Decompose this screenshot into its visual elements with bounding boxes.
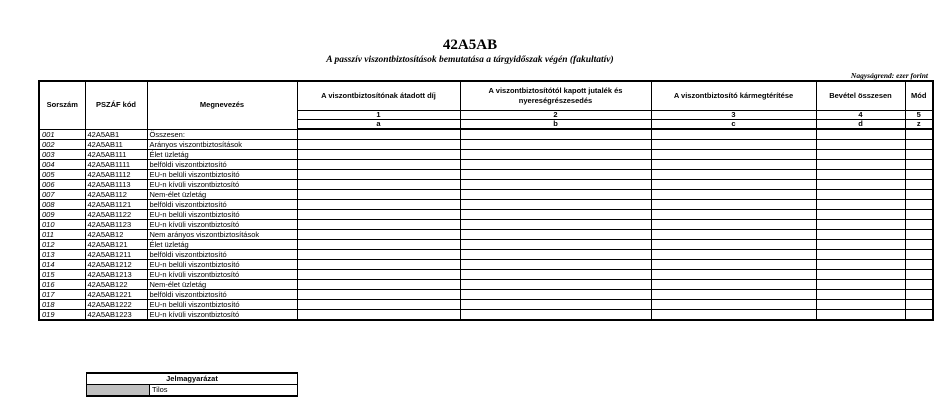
row-number: 009 <box>39 210 85 220</box>
row-number: 014 <box>39 260 85 270</box>
cell-col2[interactable] <box>460 280 651 290</box>
cell-col5[interactable] <box>905 150 933 160</box>
cell-col4[interactable] <box>816 310 905 321</box>
cell-col1[interactable] <box>297 160 460 170</box>
table-row <box>39 200 933 210</box>
cell-col5[interactable] <box>905 140 933 150</box>
row-number: 016 <box>39 280 85 290</box>
cell-col4[interactable] <box>816 290 905 300</box>
table-body <box>39 129 933 320</box>
header-letter-a: a <box>297 120 460 130</box>
legend-label-forbidden: Tilos <box>150 385 298 397</box>
row-pszaf-code: 42A5AB1111 <box>85 160 147 170</box>
table-row <box>39 250 933 260</box>
cell-col3[interactable] <box>651 180 816 190</box>
cell-col3[interactable] <box>651 310 816 321</box>
row-number: 019 <box>39 310 85 321</box>
cell-col5[interactable] <box>905 290 933 300</box>
header-num-2: 2 <box>460 111 651 120</box>
header-num-5: 5 <box>905 111 933 120</box>
cell-col5[interactable] <box>905 230 933 240</box>
cell-col4[interactable] <box>816 190 905 200</box>
cell-col3[interactable] <box>651 150 816 160</box>
cell-col3[interactable] <box>651 210 816 220</box>
cell-col3[interactable] <box>651 300 816 310</box>
row-number: 004 <box>39 160 85 170</box>
row-pszaf-code: 42A5AB1211 <box>85 250 147 260</box>
row-pszaf-code: 42A5AB1112 <box>85 170 147 180</box>
cell-col2[interactable] <box>460 160 651 170</box>
cell-col1[interactable] <box>297 290 460 300</box>
cell-col1[interactable] <box>297 210 460 220</box>
cell-col2[interactable] <box>460 240 651 250</box>
header-col5: Mód <box>905 81 933 111</box>
row-number: 010 <box>39 220 85 230</box>
cell-col2[interactable] <box>460 129 651 140</box>
row-pszaf-code: 42A5AB1122 <box>85 210 147 220</box>
table-row <box>39 310 933 321</box>
row-name: belföldi viszontbiztosító <box>147 250 297 260</box>
cell-col4[interactable] <box>816 240 905 250</box>
cell-col5[interactable] <box>905 280 933 290</box>
row-name: Élet üzletág <box>147 150 297 160</box>
row-pszaf-code: 42A5AB11 <box>85 140 147 150</box>
cell-col5[interactable] <box>905 129 933 140</box>
cell-col3[interactable] <box>651 290 816 300</box>
cell-col5[interactable] <box>905 310 933 321</box>
table-row <box>39 230 933 240</box>
row-number: 006 <box>39 180 85 190</box>
row-name: Nem-élet üzletág <box>147 190 297 200</box>
row-pszaf-code: 42A5AB112 <box>85 190 147 200</box>
cell-col4[interactable] <box>816 160 905 170</box>
cell-col5[interactable] <box>905 240 933 250</box>
cell-col5[interactable] <box>905 180 933 190</box>
row-number: 018 <box>39 300 85 310</box>
cell-col5[interactable] <box>905 220 933 230</box>
cell-col4[interactable] <box>816 260 905 270</box>
row-pszaf-code: 42A5AB1223 <box>85 310 147 321</box>
row-number: 008 <box>39 200 85 210</box>
row-pszaf-code: 42A5AB1121 <box>85 200 147 210</box>
row-number: 001 <box>39 129 85 140</box>
cell-col3[interactable] <box>651 260 816 270</box>
row-number: 011 <box>39 230 85 240</box>
row-name: belföldi viszontbiztosító <box>147 200 297 210</box>
header-letter-c: c <box>651 120 816 130</box>
cell-col1[interactable] <box>297 170 460 180</box>
cell-col1[interactable] <box>297 180 460 190</box>
row-name: Nem-élet üzletág <box>147 280 297 290</box>
row-number: 015 <box>39 270 85 280</box>
row-name: Összesen: <box>147 129 297 140</box>
table-row <box>39 260 933 270</box>
header-megnevezes: Megnevezés <box>147 81 297 129</box>
row-pszaf-code: 42A5AB122 <box>85 280 147 290</box>
header-letter-d: d <box>816 120 905 130</box>
cell-col1[interactable] <box>297 230 460 240</box>
cell-col5[interactable] <box>905 270 933 280</box>
row-number: 005 <box>39 170 85 180</box>
cell-col5[interactable] <box>905 210 933 220</box>
cell-col3[interactable] <box>651 160 816 170</box>
cell-col4[interactable] <box>816 200 905 210</box>
report-table <box>38 80 934 321</box>
row-name: Arányos viszontbiztosítások <box>147 140 297 150</box>
cell-col3[interactable] <box>651 270 816 280</box>
header-col4: Bevétel összesen <box>816 81 905 111</box>
cell-col4[interactable] <box>816 150 905 160</box>
row-number: 017 <box>39 290 85 300</box>
header-num-1: 1 <box>297 111 460 120</box>
row-name: EU-n belüli viszontbiztosító <box>147 300 297 310</box>
cell-col1[interactable] <box>297 200 460 210</box>
form-title: 42A5AB <box>442 37 498 53</box>
cell-col2[interactable] <box>460 250 651 260</box>
cell-col4[interactable] <box>816 220 905 230</box>
cell-col2[interactable] <box>460 220 651 230</box>
row-number: 013 <box>39 250 85 260</box>
cell-col3[interactable] <box>651 250 816 260</box>
cell-col1[interactable] <box>297 300 460 310</box>
header-col1: A viszontbiztosítónak átadott díj <box>297 81 460 111</box>
cell-col2[interactable] <box>460 210 651 220</box>
row-number: 003 <box>39 150 85 160</box>
cell-col3[interactable] <box>651 170 816 180</box>
table-row <box>39 280 933 290</box>
row-number: 007 <box>39 190 85 200</box>
row-pszaf-code: 42A5AB1213 <box>85 270 147 280</box>
cell-col5[interactable] <box>905 170 933 180</box>
cell-col1[interactable] <box>297 250 460 260</box>
row-name: EU-n kívüli viszontbiztosító <box>147 310 297 321</box>
cell-col2[interactable] <box>460 180 651 190</box>
cell-col4[interactable] <box>816 210 905 220</box>
cell-col1[interactable] <box>297 260 460 270</box>
cell-col4[interactable] <box>816 280 905 290</box>
cell-col3[interactable] <box>651 140 816 150</box>
header-num-3: 3 <box>651 111 816 120</box>
row-pszaf-code: 42A5AB1113 <box>85 180 147 190</box>
cell-col2[interactable] <box>460 190 651 200</box>
cell-col3[interactable] <box>651 280 816 290</box>
cell-col3[interactable] <box>651 129 816 140</box>
table-row <box>39 160 933 170</box>
form-subtitle: A passzív viszontbiztosítások bemutatása a tárgyidőszak végén (fakultatív) <box>326 55 614 65</box>
table-row <box>39 180 933 190</box>
cell-col4[interactable] <box>816 270 905 280</box>
cell-col1[interactable] <box>297 310 460 321</box>
cell-col5[interactable] <box>905 260 933 270</box>
row-number: 012 <box>39 240 85 250</box>
row-name: EU-n kívüli viszontbiztosító <box>147 180 297 190</box>
table-row <box>39 210 933 220</box>
row-name: Élet üzletág <box>147 240 297 250</box>
cell-col3[interactable] <box>651 230 816 240</box>
row-name: Nem arányos viszontbiztosítások <box>147 230 297 240</box>
row-name: EU-n belüli viszontbiztosító <box>147 170 297 180</box>
row-pszaf-code: 42A5AB1222 <box>85 300 147 310</box>
table-row <box>39 220 933 230</box>
cell-col1[interactable] <box>297 129 460 140</box>
cell-col1[interactable] <box>297 280 460 290</box>
table-row <box>39 129 933 140</box>
cell-col2[interactable] <box>460 200 651 210</box>
cell-col5[interactable] <box>905 190 933 200</box>
cell-col3[interactable] <box>651 200 816 210</box>
table-row <box>39 170 933 180</box>
cell-col2[interactable] <box>460 230 651 240</box>
header-sorszam: Sorszám <box>39 81 85 129</box>
row-pszaf-code: 42A5AB121 <box>85 240 147 250</box>
header-letter-z: z <box>905 120 933 130</box>
cell-col5[interactable] <box>905 300 933 310</box>
row-name: EU-n belüli viszontbiztosító <box>147 210 297 220</box>
legend-title: Jelmagyarázat <box>87 373 298 385</box>
header-pszaf-kod: PSZÁF kód <box>85 81 147 129</box>
cell-col2[interactable] <box>460 270 651 280</box>
table-row <box>39 270 933 280</box>
cell-col4[interactable] <box>816 230 905 240</box>
cell-col3[interactable] <box>651 240 816 250</box>
header-letter-b: b <box>460 120 651 130</box>
cell-col3[interactable] <box>651 190 816 200</box>
header-col2: A viszontbiztosítótól kapott jutalék és nyereségrészesedés <box>460 81 651 111</box>
cell-col1[interactable] <box>297 190 460 200</box>
cell-col4[interactable] <box>816 250 905 260</box>
cell-col2[interactable] <box>460 300 651 310</box>
cell-col2[interactable] <box>460 310 651 321</box>
table-row <box>39 300 933 310</box>
legend-swatch-forbidden <box>87 385 150 397</box>
row-name: belföldi viszontbiztosító <box>147 160 297 170</box>
legend-table <box>86 372 298 397</box>
table-row <box>39 240 933 250</box>
cell-col2[interactable] <box>460 260 651 270</box>
row-pszaf-code: 42A5AB1123 <box>85 220 147 230</box>
table-row <box>39 150 933 160</box>
cell-col4[interactable] <box>816 129 905 140</box>
cell-col3[interactable] <box>651 220 816 230</box>
unit-note: Nagyságrend: ezer forint <box>850 71 928 80</box>
cell-col2[interactable] <box>460 290 651 300</box>
cell-col2[interactable] <box>460 170 651 180</box>
cell-col1[interactable] <box>297 150 460 160</box>
cell-col4[interactable] <box>816 170 905 180</box>
row-name: EU-n kívüli viszontbiztosító <box>147 220 297 230</box>
header-num-4: 4 <box>816 111 905 120</box>
row-pszaf-code: 42A5AB1212 <box>85 260 147 270</box>
cell-col4[interactable] <box>816 180 905 190</box>
row-name: EU-n kívüli viszontbiztosító <box>147 270 297 280</box>
cell-col4[interactable] <box>816 300 905 310</box>
cell-col1[interactable] <box>297 270 460 280</box>
row-pszaf-code: 42A5AB1 <box>85 129 147 140</box>
row-name: EU-n belüli viszontbiztosító <box>147 260 297 270</box>
table-row <box>39 190 933 200</box>
cell-col2[interactable] <box>460 150 651 160</box>
cell-col1[interactable] <box>297 140 460 150</box>
cell-col5[interactable] <box>905 250 933 260</box>
row-pszaf-code: 42A5AB1221 <box>85 290 147 300</box>
table-row <box>39 140 933 150</box>
row-name: belföldi viszontbiztosító <box>147 290 297 300</box>
cell-col5[interactable] <box>905 160 933 170</box>
cell-col1[interactable] <box>297 240 460 250</box>
row-number: 002 <box>39 140 85 150</box>
cell-col2[interactable] <box>460 140 651 150</box>
cell-col5[interactable] <box>905 200 933 210</box>
header-col3: A viszontbiztosító kármegtérítése <box>651 81 816 111</box>
table-row <box>39 290 933 300</box>
cell-col1[interactable] <box>297 220 460 230</box>
row-pszaf-code: 42A5AB111 <box>85 150 147 160</box>
row-pszaf-code: 42A5AB12 <box>85 230 147 240</box>
cell-col4[interactable] <box>816 140 905 150</box>
